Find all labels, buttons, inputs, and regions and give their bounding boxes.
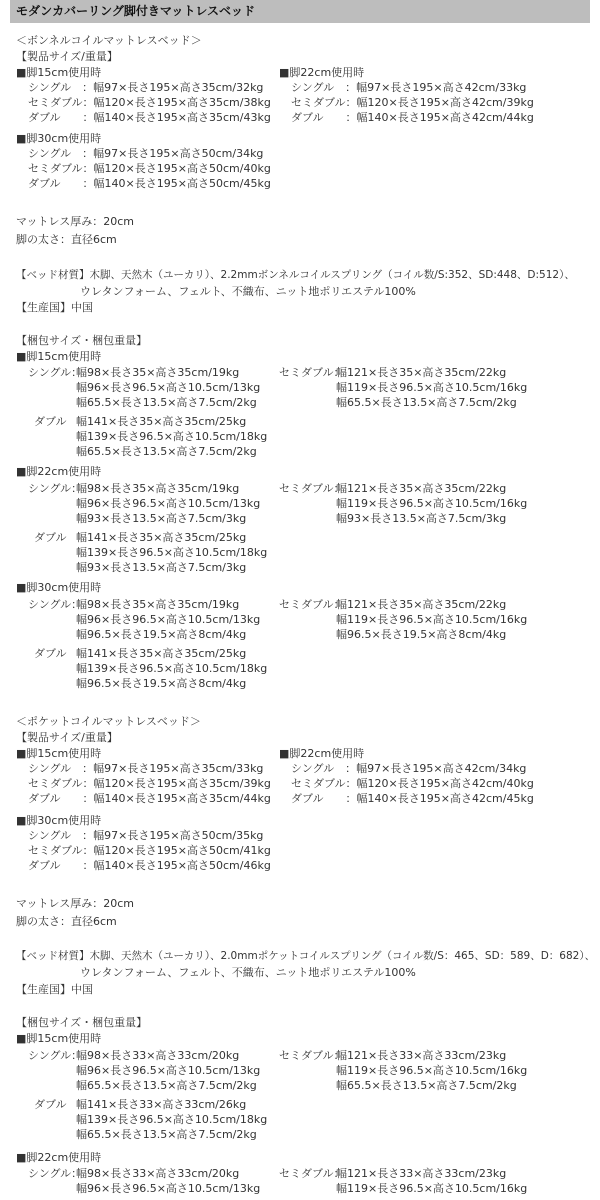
package-row: 幅139×長さ96.5×高さ10.5cm/18kg — [76, 430, 268, 443]
page-title: モダンカバーリング脚付きマットレスベッド — [10, 0, 590, 23]
bonnell-material-line-1: 【ベッド材質】木脚、天然木（ユーカリ）、2.2mmボンネルコイルスプリング（コイル数/S:352、SD:448、D:512）、 — [16, 269, 575, 281]
bonnell-pkg30-semi-list — [336, 597, 527, 642]
package-row: 幅93×長さ13.5×高さ7.5cm/3kg — [336, 512, 507, 525]
pocket-leg30-row: セミダブル：幅120×長さ195×高さ50cm/41kg — [28, 844, 271, 857]
bonnell-leg22-block — [279, 65, 534, 125]
pocket-leg-thickness: 脚の太さ：直径6cm — [16, 915, 117, 928]
package-row: 幅65.5×長さ13.5×高さ7.5cm/2kg — [336, 1079, 517, 1092]
package-row: 幅119×長さ96.5×高さ10.5cm/16kg — [336, 1182, 528, 1195]
pocket-leg15-row: シングル ：幅97×長さ195×高さ35cm/33kg — [28, 762, 264, 775]
package-row: 幅98×長さ33×高さ33cm/20kg — [76, 1167, 240, 1180]
pocket-pkg15-double-list — [76, 1097, 267, 1142]
bonnell-pkg22-double-list — [76, 530, 267, 575]
pocket-pkg15-heading: ■脚15cm使用時 — [16, 1032, 102, 1045]
pocket-pkg22-single-label: シングル： — [28, 1167, 83, 1180]
bonnell-leg30-block — [16, 131, 271, 191]
bonnell-pkg15-semi-list — [336, 365, 527, 410]
bonnell-pkg30-heading: ■脚30cm使用時 — [16, 581, 102, 594]
pocket-leg22-row: セミダブル：幅120×長さ195×高さ42cm/40kg — [291, 777, 534, 790]
bonnell-heading: ＜ボンネルコイルマットレスベッド＞ — [16, 34, 202, 47]
pocket-leg15-row: ダブル ：幅140×長さ195×高さ35cm/44kg — [28, 792, 271, 805]
package-row: 幅139×長さ96.5×高さ10.5cm/18kg — [76, 662, 268, 675]
bonnell-pkg22-heading: ■脚22cm使用時 — [16, 465, 102, 478]
package-row: 幅121×長さ35×高さ35cm/22kg — [336, 482, 507, 495]
bonnell-pkg22-semi-label: セミダブル： — [279, 482, 345, 495]
package-row: 幅96×長さ96.5×高さ10.5cm/13kg — [76, 497, 261, 510]
pocket-pkg15-semi-list — [336, 1048, 527, 1093]
package-row: 幅141×長さ33×高さ33cm/26kg — [76, 1098, 247, 1111]
pocket-pkg22-heading: ■脚22cm使用時 — [16, 1151, 102, 1164]
bonnell-leg22-heading: ■脚22cm使用時 — [279, 66, 365, 79]
pocket-leg30-block — [16, 813, 271, 873]
pocket-material-line-1: 【ベッド材質】木脚、天然木（ユーカリ）、2.0mmポケットコイルスプリング（コイル数/S：465、SD：589、D：682）、 — [16, 950, 596, 962]
package-row: 幅96.5×長さ19.5×高さ8cm/4kg — [336, 628, 507, 641]
bonnell-leg15-row: シングル ：幅97×長さ195×高さ35cm/32kg — [28, 81, 264, 94]
bonnell-material-line-2: ウレタンフォーム、フェルト、不織布、ニット地ポリエステル100% — [80, 285, 416, 298]
bonnell-pkg15-semi-label: セミダブル： — [279, 366, 345, 379]
package-row: 幅65.5×長さ13.5×高さ7.5cm/2kg — [336, 396, 517, 409]
package-row: 幅121×長さ35×高さ35cm/22kg — [336, 366, 507, 379]
bonnell-pkg30-single-list — [76, 597, 260, 642]
pocket-product-heading: 【製品サイズ/重量】 — [16, 731, 118, 744]
package-row: 幅98×長さ33×高さ33cm/20kg — [76, 1049, 240, 1062]
package-row: 幅96×長さ96.5×高さ10.5cm/13kg — [76, 381, 261, 394]
bonnell-origin: 【生産国】中国 — [16, 301, 93, 314]
pocket-leg22-row: ダブル ：幅140×長さ195×高さ42cm/45kg — [291, 792, 534, 805]
package-row: 幅121×長さ35×高さ35cm/22kg — [336, 598, 507, 611]
pocket-mattress-thickness: マットレス厚み：20cm — [16, 897, 134, 910]
pocket-leg15-row: セミダブル：幅120×長さ195×高さ35cm/39kg — [28, 777, 271, 790]
pocket-heading: ＜ポケットコイルマットレスベッド＞ — [16, 715, 201, 728]
bonnell-pkg22-semi-list — [336, 481, 527, 526]
bonnell-pkg22-single-list — [76, 481, 260, 526]
package-row: 幅65.5×長さ13.5×高さ7.5cm/2kg — [76, 396, 257, 409]
pocket-leg30-row: シングル ：幅97×長さ195×高さ50cm/35kg — [28, 829, 264, 842]
pocket-pkg22-semi-list — [336, 1166, 527, 1196]
package-row: 幅98×長さ35×高さ35cm/19kg — [76, 598, 240, 611]
pocket-leg22-block — [279, 746, 534, 806]
package-row: 幅98×長さ35×高さ35cm/19kg — [76, 482, 240, 495]
pocket-material-line-2: ウレタンフォーム、フェルト、不織布、ニット地ポリエステル100% — [80, 966, 416, 979]
package-row: 幅121×長さ33×高さ33cm/23kg — [336, 1049, 507, 1062]
bonnell-pkg30-double-list — [76, 646, 267, 691]
package-row: 幅119×長さ96.5×高さ10.5cm/16kg — [336, 1064, 528, 1077]
bonnell-leg30-row: セミダブル：幅120×長さ195×高さ50cm/40kg — [28, 162, 271, 175]
package-row: 幅96.5×長さ19.5×高さ8cm/4kg — [76, 628, 247, 641]
bonnell-mattress-thickness: マットレス厚み：20cm — [16, 215, 134, 228]
pocket-pkg15-single-list — [76, 1048, 260, 1093]
bonnell-pkg30-double-label: ダブル — [34, 647, 78, 660]
package-row: 幅119×長さ96.5×高さ10.5cm/16kg — [336, 497, 528, 510]
bonnell-pkg30-single-label: シングル： — [28, 598, 83, 611]
bonnell-pkg15-double-label: ダブル — [34, 415, 78, 428]
pocket-pkg15-semi-label: セミダブル： — [279, 1049, 345, 1062]
bonnell-leg15-block — [16, 65, 271, 125]
package-row: 幅139×長さ96.5×高さ10.5cm/18kg — [76, 546, 268, 559]
bonnell-pkg22-double-label: ダブル — [34, 531, 78, 544]
bonnell-package-heading: 【梱包サイズ・梱包重量】 — [16, 334, 148, 347]
bonnell-pkg22-single-label: シングル： — [28, 482, 83, 495]
package-row: 幅65.5×長さ13.5×高さ7.5cm/2kg — [76, 1128, 257, 1141]
bonnell-leg15-heading: ■脚15cm使用時 — [16, 66, 102, 79]
package-row: 幅121×長さ33×高さ33cm/23kg — [336, 1167, 507, 1180]
pocket-origin: 【生産国】中国 — [16, 983, 93, 996]
bonnell-pkg15-heading: ■脚15cm使用時 — [16, 350, 102, 363]
package-row: 幅93×長さ13.5×高さ7.5cm/3kg — [76, 512, 247, 525]
package-row: 幅96×長さ96.5×高さ10.5cm/13kg — [76, 1182, 261, 1195]
package-row: 幅96.5×長さ19.5×高さ8cm/4kg — [76, 677, 247, 690]
bonnell-leg22-row: ダブル ：幅140×長さ195×高さ42cm/44kg — [291, 111, 534, 124]
package-row: 幅65.5×長さ13.5×高さ7.5cm/2kg — [76, 1079, 257, 1092]
pocket-package-heading: 【梱包サイズ・梱包重量】 — [16, 1016, 148, 1029]
pocket-leg15-heading: ■脚15cm使用時 — [16, 747, 102, 760]
bonnell-leg30-row: シングル ：幅97×長さ195×高さ50cm/34kg — [28, 147, 264, 160]
pocket-leg30-heading: ■脚30cm使用時 — [16, 814, 102, 827]
package-row: 幅141×長さ35×高さ35cm/25kg — [76, 531, 247, 544]
bonnell-leg30-heading: ■脚30cm使用時 — [16, 132, 102, 145]
pocket-leg30-row: ダブル ：幅140×長さ195×高さ50cm/46kg — [28, 859, 271, 872]
bonnell-leg22-row: シングル ：幅97×長さ195×高さ42cm/33kg — [291, 81, 527, 94]
bonnell-pkg15-double-list — [76, 414, 267, 459]
pocket-leg22-row: シングル ：幅97×長さ195×高さ42cm/34kg — [291, 762, 527, 775]
bonnell-product-heading: 【製品サイズ/重量】 — [16, 50, 118, 63]
pocket-pkg15-double-label: ダブル — [34, 1098, 78, 1111]
bonnell-leg15-row: セミダブル：幅120×長さ195×高さ35cm/38kg — [28, 96, 271, 109]
package-row: 幅96×長さ96.5×高さ10.5cm/13kg — [76, 1064, 261, 1077]
package-row: 幅98×長さ35×高さ35cm/19kg — [76, 366, 240, 379]
pocket-pkg22-single-list — [76, 1166, 260, 1196]
package-row: 幅141×長さ35×高さ35cm/25kg — [76, 415, 247, 428]
bonnell-pkg15-single-list — [76, 365, 260, 410]
package-row: 幅96×長さ96.5×高さ10.5cm/13kg — [76, 613, 261, 626]
bonnell-leg30-row: ダブル ：幅140×長さ195×高さ50cm/45kg — [28, 177, 271, 190]
package-row: 幅139×長さ96.5×高さ10.5cm/18kg — [76, 1113, 268, 1126]
pocket-pkg15-single-label: シングル： — [28, 1049, 83, 1062]
bonnell-leg15-row: ダブル ：幅140×長さ195×高さ35cm/43kg — [28, 111, 271, 124]
bonnell-leg-thickness: 脚の太さ：直径6cm — [16, 233, 117, 246]
package-row: 幅65.5×長さ13.5×高さ7.5cm/2kg — [76, 445, 257, 458]
package-row: 幅141×長さ35×高さ35cm/25kg — [76, 647, 247, 660]
pocket-leg22-heading: ■脚22cm使用時 — [279, 747, 365, 760]
pocket-pkg22-semi-label: セミダブル： — [279, 1167, 345, 1180]
package-row: 幅119×長さ96.5×高さ10.5cm/16kg — [336, 613, 528, 626]
package-row: 幅119×長さ96.5×高さ10.5cm/16kg — [336, 381, 528, 394]
bonnell-leg22-row: セミダブル：幅120×長さ195×高さ42cm/39kg — [291, 96, 534, 109]
pocket-leg15-block — [16, 746, 271, 806]
bonnell-pkg30-semi-label: セミダブル： — [279, 598, 345, 611]
bonnell-pkg15-single-label: シングル： — [28, 366, 83, 379]
package-row: 幅93×長さ13.5×高さ7.5cm/3kg — [76, 561, 247, 574]
